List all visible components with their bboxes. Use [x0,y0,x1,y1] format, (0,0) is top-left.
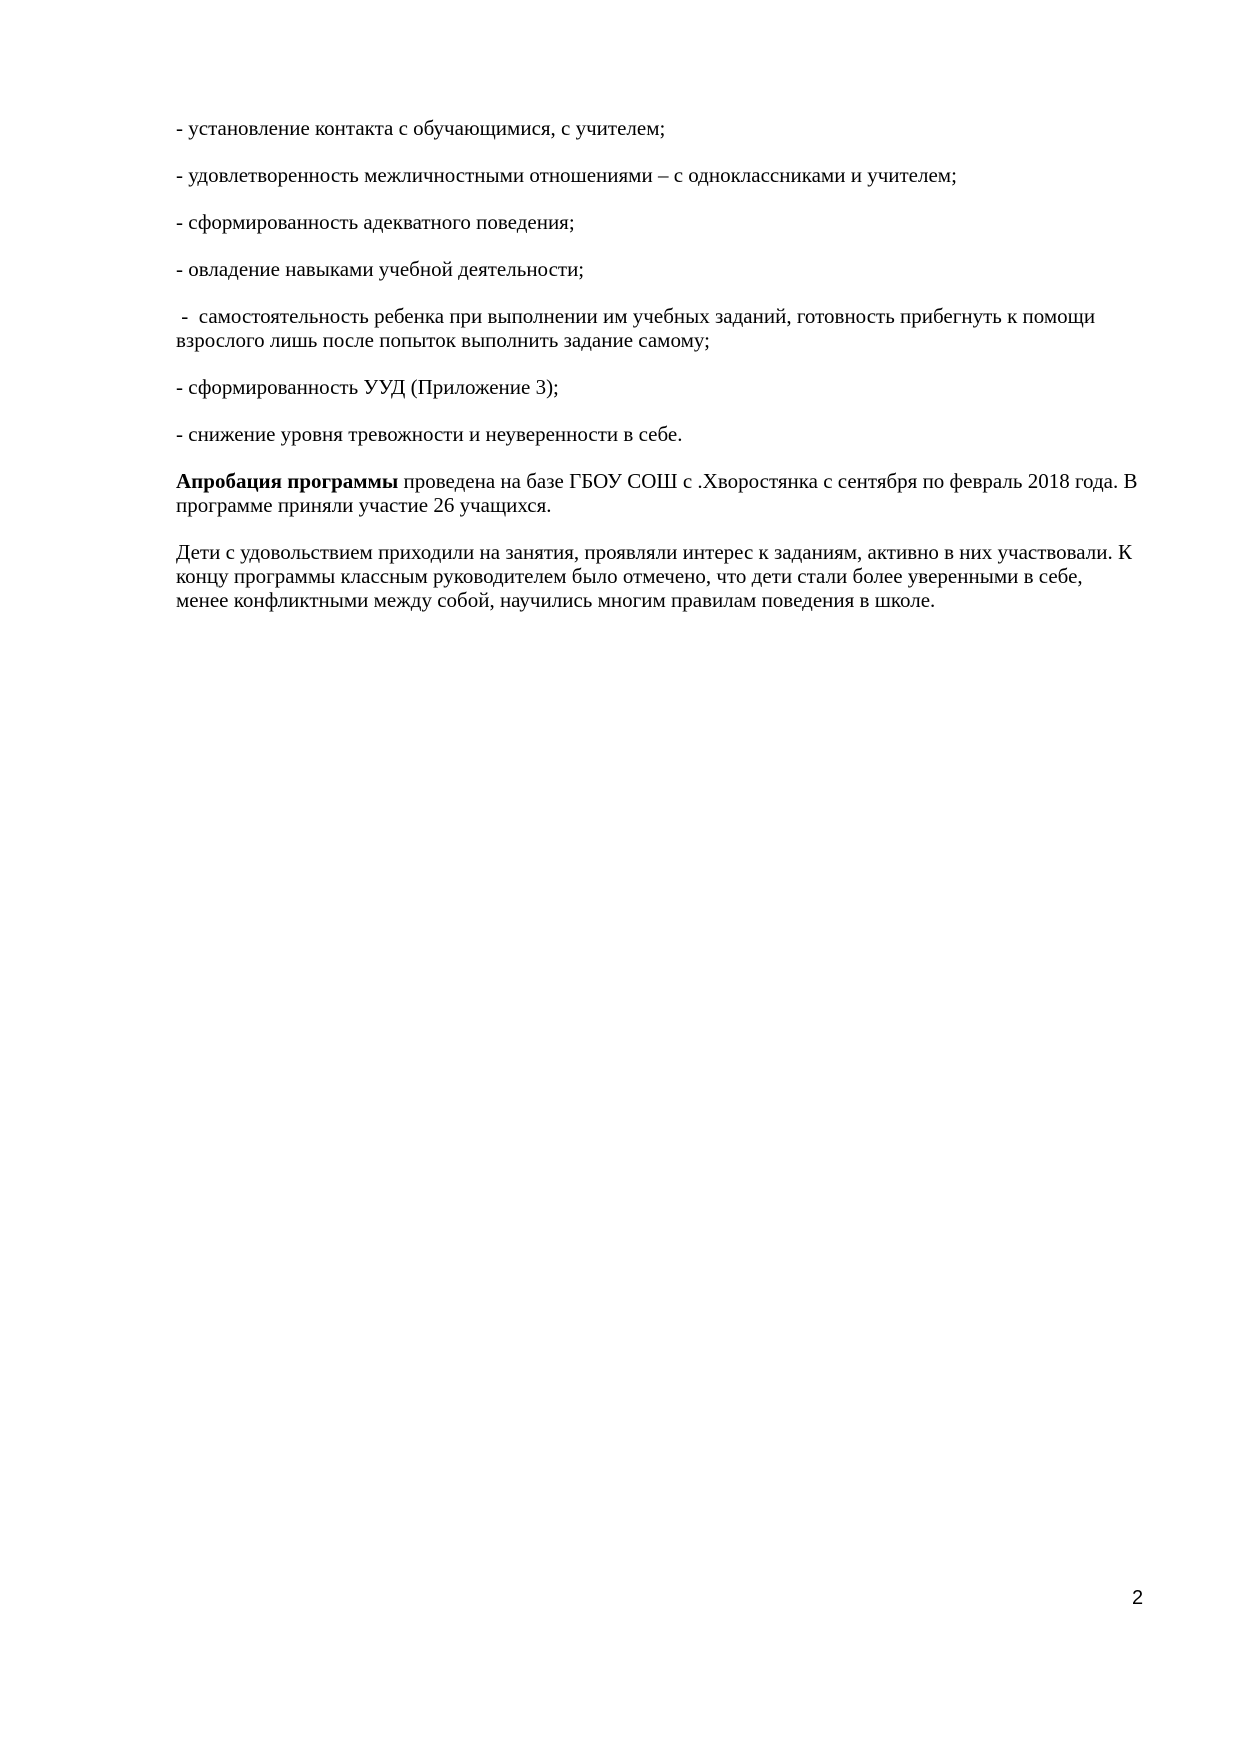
approbation-text: проведена на базе ГБОУ СОШ с .Хворостянка с сентября по февраль 2018 года. В программе приняли участие 26 учащихся. [176,469,1143,517]
bullet-independence: - самостоятельность ребенка при выполнении им учебных заданий, готовность прибегнуть к помощи взрослого лишь после попыток выполнить задание самому; [176,304,1101,352]
approbation-bold-lead: Апробация программы [176,469,399,493]
bullet-satisfaction: - удовлетворенность межличностными отношениями – с одноклассниками и учителем; [176,163,957,187]
page-number: 2 [1132,1587,1144,1609]
page-body [176,116,1143,635]
bullet-contact: - установление контакта с обучающимися, с учителем; [176,116,666,140]
bullet-uud: - сформированность УУД (Приложение 3); [176,375,559,399]
bullet-learning-skills: - овладение навыками учебной деятельности; [176,257,585,281]
bullet-anxiety: - снижение уровня тревожности и неуверенности в себе. [176,422,683,446]
approbation-paragraph [176,469,1143,517]
conclusion-paragraph: Дети с удовольствием приходили на занятия, проявляли интерес к заданиям, активно в них участвовали. К концу программы классным руководителем было отмечено, что дети стали более уверенными в себе, менее конфликтными между собой, научились многим правилам поведения в школе. [176,540,1138,612]
bullet-behavior: - сформированность адекватного поведения; [176,210,575,234]
